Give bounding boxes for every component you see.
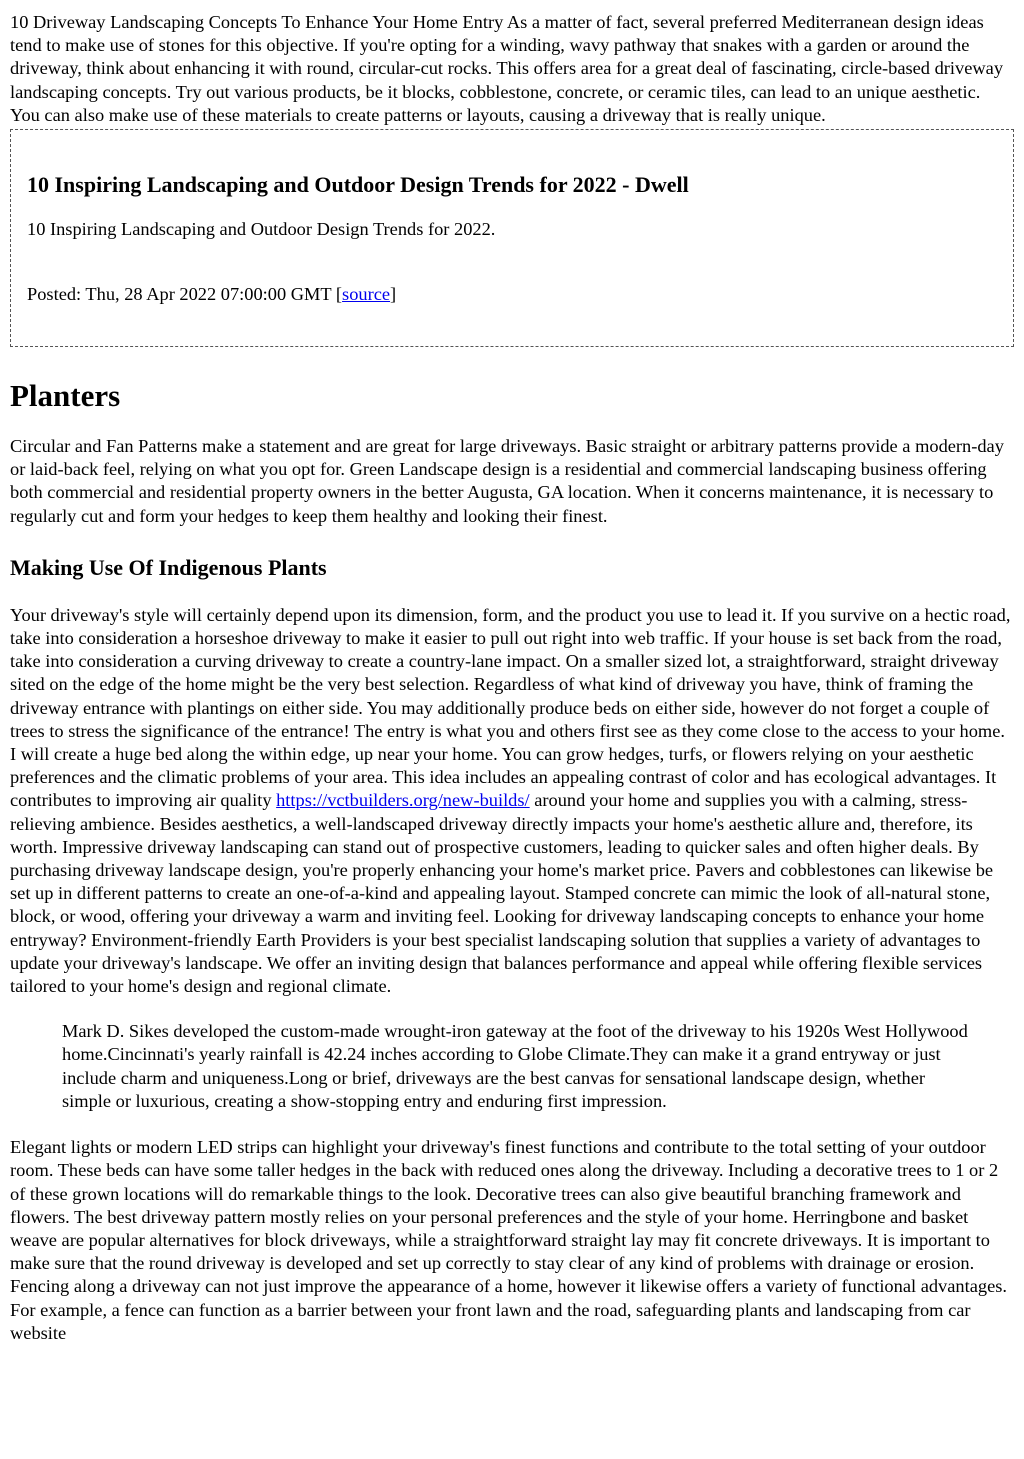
indigenous-heading: Making Use Of Indigenous Plants bbox=[10, 554, 327, 580]
indigenous-text-after-link: around your home and supplies you with a calming, stress-relieving ambience. Besides aesthetics, a well-landscaped driveway directly impacts your home's aesthetic allure and, therefore, its worth. Impressive driveway landscaping can stand out of prospective customers, leading to quicker sales and often higher deals. By purchasing driveway landscape design, you're properly enhancing your home's market price. Pavers and cobblestones can likewise be set up in different patterns to create an one-of-a-kind and appealing layout. Stamped concrete can mimic the look of all-natural stone, block, or wood, offering your driveway a warm and inviting feel. Looking for driveway landscaping concepts to enhance your home entryway? Environment-friendly Earth Providers is your best specialist landscaping solution that supplies a variety of advantages to update your driveway's landscape. We offer an inviting design that balances performance and appeal while offering flexible services tailored to your home's design and regional climate. bbox=[10, 790, 994, 997]
planters-heading: Planters bbox=[10, 378, 121, 414]
final-paragraph: Elegant lights or modern LED strips can highlight your driveway's finest functions and contribute to the total setting of your outdoor room. These beds can have some taller hedges in the back with reduced ones along the driveway. Including a decorative trees to 1 or 2 of these grown locations will do remarkable things to the look. Decorative trees can also give beautiful branching framework and flowers. The best driveway pattern mostly relies on your personal preferences and the style of your home. Herringbone and basket weave are popular alternatives for block driveways, while a straightforward straight lay may fit concrete driveways. It is important to make sure that the round driveway is developed and set up correctly to stay clear of any kind of problems with drainage or erosion. Fencing along a driveway can not just improve the appearance of a home, however it likewise offers a variety of functional advantages. For example, a fence can function as a barrier between your front lawn and the road, safeguarding plants and landscaping from car website bbox=[10, 1137, 1007, 1343]
source-link[interactable]: source bbox=[342, 284, 391, 305]
posted-prefix: Posted: Thu, 28 Apr 2022 07:00:00 GMT [ bbox=[27, 284, 343, 305]
posted-suffix: ] bbox=[390, 284, 397, 305]
article-page bbox=[0, 11, 1024, 1345]
news-title: 10 Inspiring Landscaping and Outdoor Design Trends for 2022 - Dwell bbox=[27, 172, 689, 198]
indigenous-text-before-link: Your driveway's style will certainly depend upon its dimension, form, and the product you use to lead it. If you survive on a hectic road, take into consideration a horseshoe driveway to make it easier to pull out right into web traffic. If your house is set back from the road, take into consideration a curving driveway to create a country-lane impact. On a smaller sized lot, a straightforward, straight driveway sited on the edge of the home might be the very best selection. Regardless of what kind of driveway you have, think of framing the driveway entrance with plantings on either side. You may additionally produce beds on either side, however do not forget a couple of trees to stress the significance of the entrance! The entry is what you and others first see as they come close to the access to your home. I will create a huge bed along the within edge, up near your home. You can grow hedges, turfs, or flowers relying on your aesthetic preferences and the climatic problems of your area. This idea includes an appealing contrast of color and has ecological advantages. It contributes to improving air quality bbox=[10, 604, 1011, 811]
intro-paragraph: 10 Driveway Landscaping Concepts To Enhance Your Home Entry As a matter of fact, several preferred Mediterranean design ideas tend to make use of stones for this objective. If you're opting for a winding, wavy pathway that snakes with a garden or around the driveway, think about enhancing it with round, circular-cut rocks. This offers area for a great deal of fascinating, circle-based driveway landscaping concepts. Try out various products, be it blocks, cobblestone, concrete, or ceramic tiles, can lead to an unique aesthetic. You can also make use of these materials to create patterns or layouts, causing a driveway that is really unique. bbox=[10, 12, 1004, 125]
news-card bbox=[10, 129, 1014, 347]
news-summary: 10 Inspiring Landscaping and Outdoor Design Trends for 2022. bbox=[27, 219, 496, 240]
news-posted bbox=[27, 283, 997, 306]
quote-block: Mark D. Sikes developed the custom-made wrought-iron gateway at the foot of the driveway to his 1920s West Hollywood home.Cincinnati's yearly rainfall is 42.24 inches according to Globe Climate.They can make it a grand entryway or just include charm and uniqueness.Long or brief, driveways are the best canvas for sensational landscape design, whether simple or luxurious, creating a show-stopping entry and enduring first impression. bbox=[62, 1021, 968, 1111]
indigenous-paragraph bbox=[10, 604, 1014, 998]
vctbuilders-link[interactable]: https://vctbuilders.org/new-builds/ bbox=[276, 790, 530, 811]
planters-paragraph: Circular and Fan Patterns make a statement and are great for large driveways. Basic straight or arbitrary patterns provide a modern-day or laid-back feel, relying on what you opt for. Green Landscape design is a residential and commercial landscaping business offering both commercial and residential property owners in the better Augusta, GA location. When it concerns maintenance, it is necessary to regularly cut and form your hedges to keep them healthy and looking their finest. bbox=[10, 436, 1004, 526]
